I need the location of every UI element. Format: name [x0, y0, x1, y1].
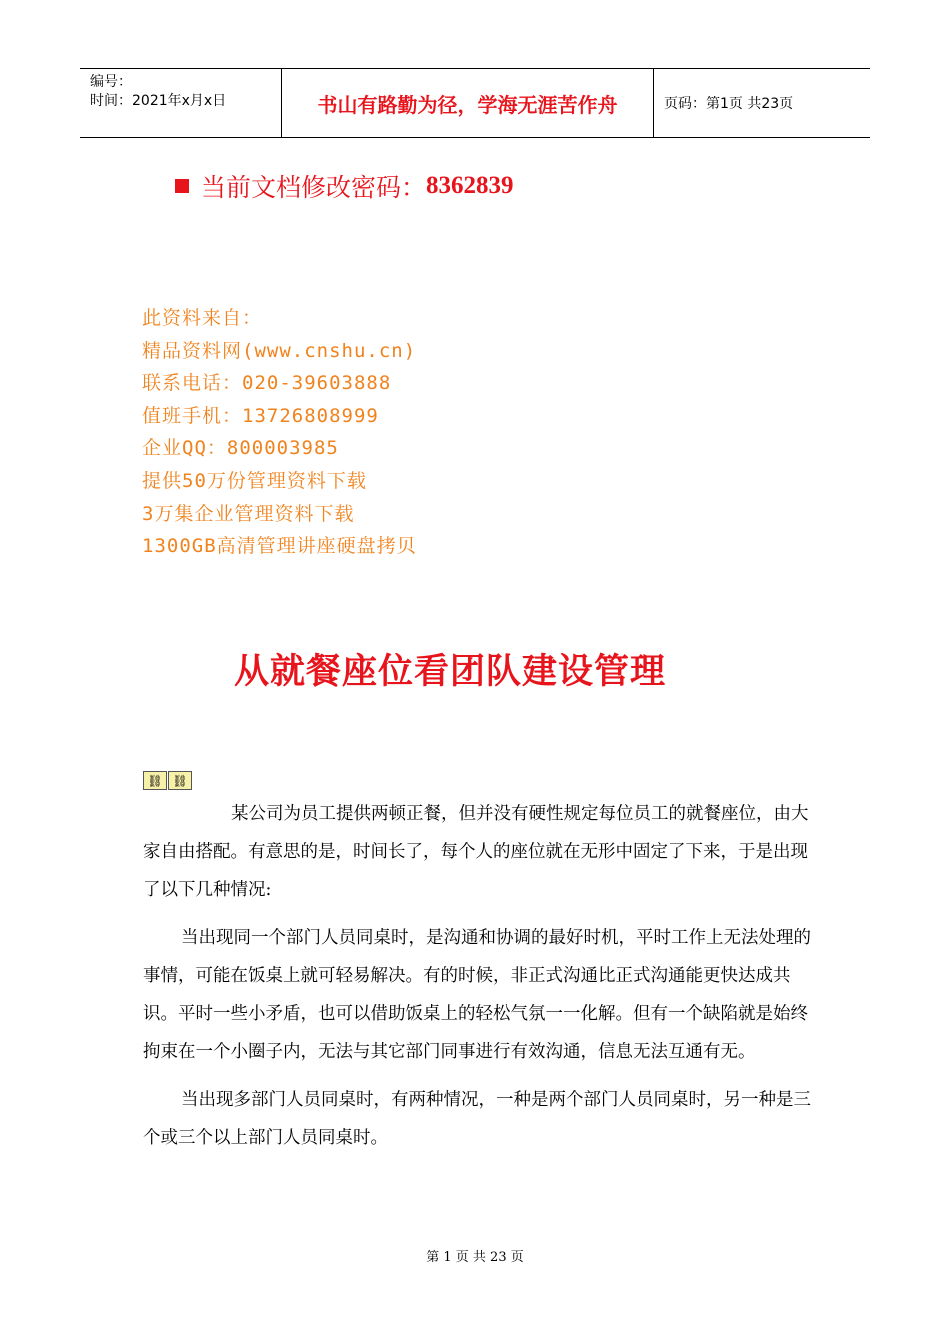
paragraph: 当出现多部门人员同桌时，有两种情况，一种是两个部门人员同桌时，另一种是三个或三个以上部门人员同桌时。: [143, 1090, 811, 1148]
source-line: 3万集企业管理资料下载: [142, 502, 355, 525]
document-title: 从就餐座位看团队建设管理: [233, 651, 666, 692]
source-line: 联系电话：020-39603888: [142, 372, 392, 395]
source-line: 提供50万份管理资料下载: [142, 469, 367, 492]
source-line: 精品资料网(www.cnshu.cn): [142, 339, 417, 362]
link-icon: ⛓: [143, 771, 167, 790]
paragraph: 某公司为员工提供两顿正餐，但并没有硬性规定每位员工的就餐座位，由大家自由搭配。有意思的是，时间长了，每个人的座位就在无形中固定了下来，于是出现了以下几种情况:: [143, 804, 809, 900]
source-line: 值班手机：13726808999: [142, 404, 379, 427]
header-number: 编号：: [90, 74, 132, 90]
square-bullet-icon: [175, 179, 189, 193]
source-info: [142, 302, 417, 563]
source-line: 此资料来自：: [142, 307, 263, 329]
source-line: 1300GB高清管理讲座硬盘拷贝: [142, 535, 417, 558]
inline-icons: [143, 771, 193, 790]
page-footer: 第 1 页 共 23 页: [426, 1250, 524, 1265]
document-body: [143, 795, 823, 1157]
header-time: 时间：2021年x月x日: [90, 93, 227, 109]
password-code: 8362839: [426, 172, 514, 199]
page-header: [80, 68, 870, 138]
header-meta-cell: [80, 69, 282, 137]
link-icon: ⛓: [168, 771, 192, 790]
source-line: 企业QQ：800003985: [142, 437, 339, 460]
paragraph: 当出现同一个部门人员同桌时，是沟通和协调的最好时机，平时工作上无法处理的事情，可能在饭桌上就可轻易解决。有的时候，非正式沟通比正式沟通能更快达成共识。平时一些小矛盾，也可以借助饭桌上的轻松气氛一一化解。但有一个缺陷就是始终拘束在一个小圈子内，无法与其它部门同事进行有效沟通，信息无法互通有无。: [143, 928, 811, 1062]
header-page-info: 页码：第1页 共23页: [664, 96, 794, 112]
password-notice: [175, 168, 514, 204]
password-label: 当前文档修改密码：: [201, 173, 427, 202]
header-motto: 书山有路勤为径，学海无涯苦作舟: [282, 69, 654, 137]
